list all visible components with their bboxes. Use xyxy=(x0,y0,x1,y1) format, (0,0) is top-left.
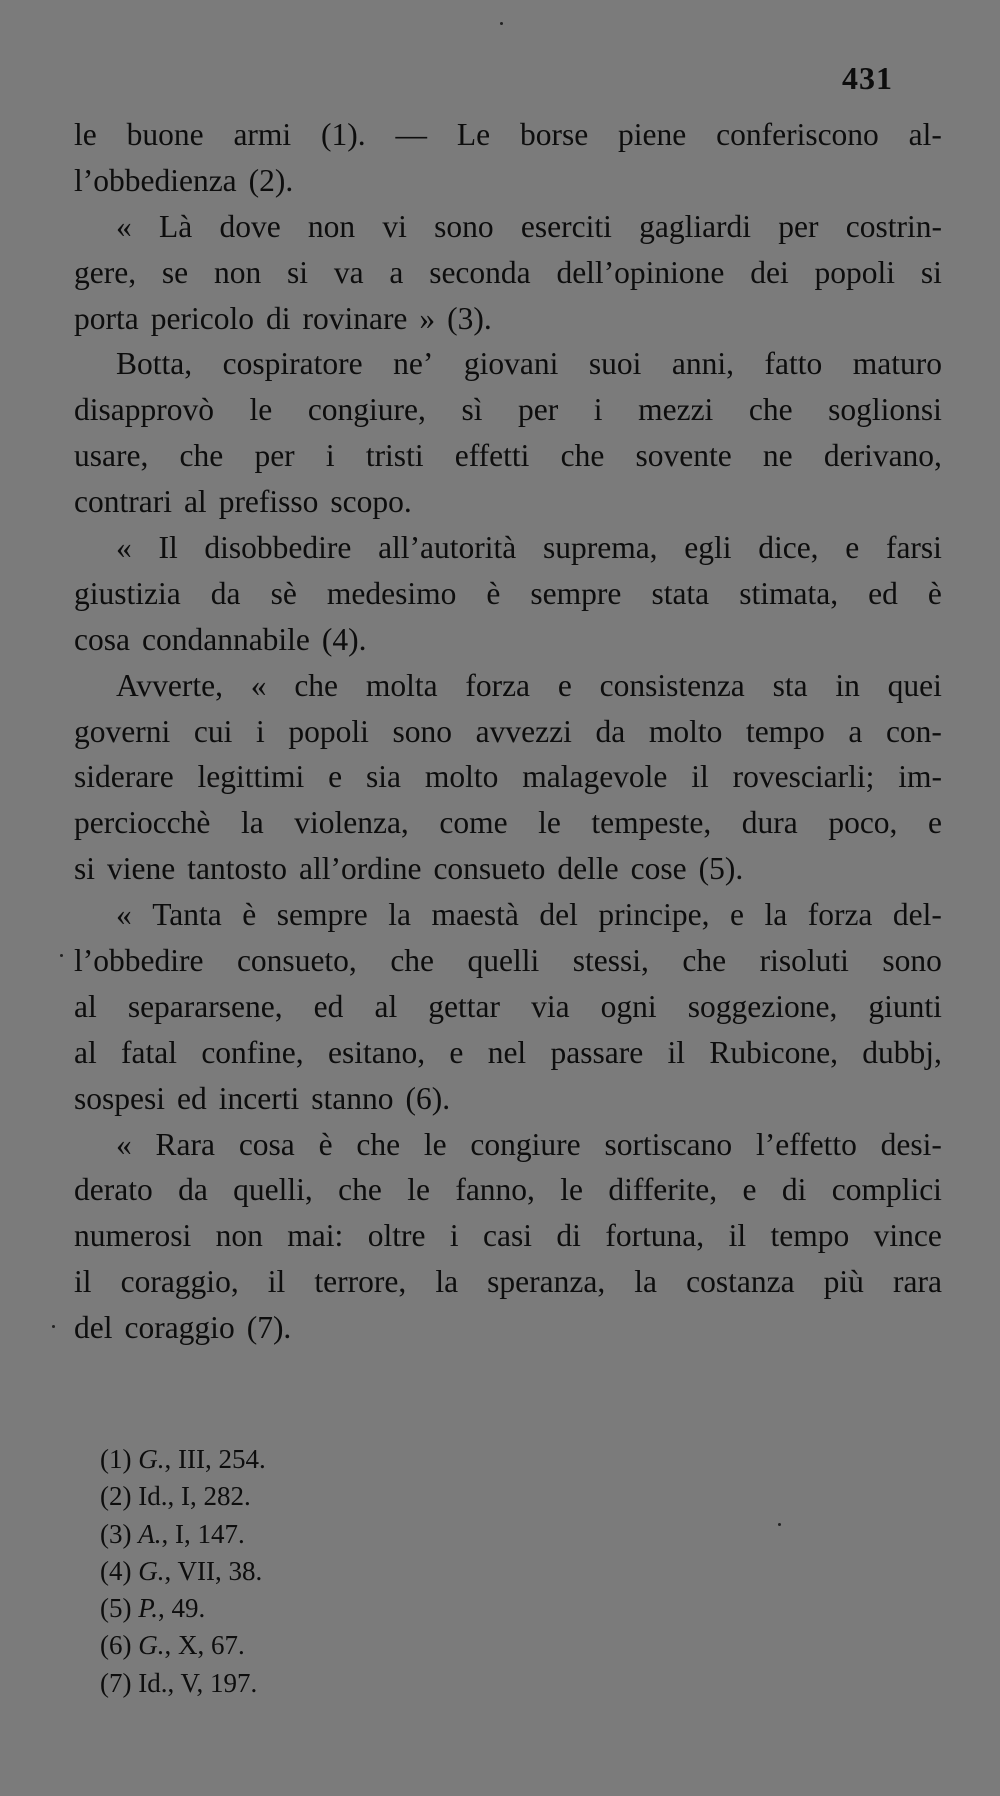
word: va xyxy=(333,254,364,290)
footnote xyxy=(100,1553,266,1590)
word: oltre xyxy=(367,1218,426,1254)
word: da xyxy=(178,1172,208,1208)
word: scopo. xyxy=(330,484,412,520)
word: consueto xyxy=(433,851,546,887)
word: tristi xyxy=(365,438,424,474)
word: congiure xyxy=(470,1126,581,1162)
word: di xyxy=(556,1218,581,1254)
word: mezzi xyxy=(638,392,714,428)
word: molto xyxy=(648,713,723,749)
word: fanno, xyxy=(455,1172,535,1208)
text-line xyxy=(74,433,942,479)
word: « xyxy=(116,897,132,933)
word: tempo xyxy=(770,1218,850,1254)
word: soggezione, xyxy=(687,988,838,1024)
word: pericolo xyxy=(150,300,254,336)
word: suprema, xyxy=(542,530,658,566)
word: le xyxy=(538,805,561,841)
word: violenza, xyxy=(294,805,409,841)
word: fatto xyxy=(764,346,823,382)
word: Là xyxy=(158,208,193,244)
word: Le xyxy=(456,117,491,152)
word: complici xyxy=(831,1172,942,1208)
word: le xyxy=(74,117,97,152)
word: le xyxy=(407,1172,430,1208)
word: l’obbedienza xyxy=(74,162,237,198)
scan-speck xyxy=(500,22,503,25)
word: quelli xyxy=(467,943,540,979)
word: dei xyxy=(750,254,789,290)
word: i xyxy=(449,1218,459,1254)
word: giovani xyxy=(463,346,559,382)
word: maturo xyxy=(852,346,942,382)
word: conferiscono xyxy=(716,117,879,152)
word: i xyxy=(593,392,603,428)
body-text xyxy=(74,112,942,1351)
text-line xyxy=(74,663,942,709)
word: usare, xyxy=(74,438,149,474)
word: del- xyxy=(892,897,942,933)
footnote-number: (4) xyxy=(100,1555,132,1586)
scan-speck xyxy=(52,1325,55,1328)
word: Avverte, xyxy=(116,667,223,703)
word: dura xyxy=(741,805,798,841)
footnote-reference: , III, 254. xyxy=(164,1444,266,1474)
word: all’autorità xyxy=(378,530,517,566)
word: (2). xyxy=(248,162,294,198)
text-line xyxy=(74,112,942,158)
footnote-reference: Id., V, 197. xyxy=(138,1667,258,1698)
word: da xyxy=(210,575,241,611)
word: porta xyxy=(74,300,139,336)
word: speranza, xyxy=(487,1264,606,1300)
word: la xyxy=(764,897,788,933)
word: tempeste, xyxy=(591,805,712,841)
text-line xyxy=(74,341,942,387)
scan-speck xyxy=(60,954,63,957)
footnote-source: A. xyxy=(138,1518,162,1549)
word: del xyxy=(539,897,578,933)
footnote-source: P. xyxy=(138,1593,158,1624)
footnote-number: (7) xyxy=(100,1667,132,1698)
footnote xyxy=(100,1627,266,1664)
word: delle xyxy=(557,851,619,887)
word: che xyxy=(560,438,605,474)
text-line xyxy=(74,525,942,571)
text-line xyxy=(74,938,942,984)
word: come xyxy=(439,805,508,841)
word: all’ordine xyxy=(298,851,422,887)
word: rovinare xyxy=(302,300,408,336)
footnote-source: G. xyxy=(138,1630,165,1661)
word: coraggio xyxy=(124,1310,235,1346)
word: sè xyxy=(270,575,297,611)
word: sempre xyxy=(530,575,622,611)
text-line xyxy=(74,1076,942,1122)
word: e xyxy=(845,530,860,566)
word: vince xyxy=(873,1218,942,1254)
word: al- xyxy=(908,117,942,152)
word: per xyxy=(518,392,559,428)
word: sortiscano xyxy=(604,1126,733,1162)
word: « xyxy=(116,530,132,566)
word: al xyxy=(74,1034,97,1070)
word: medesimo xyxy=(326,575,457,611)
word: Il xyxy=(158,530,178,566)
word: tempo xyxy=(745,713,825,749)
word: anni, xyxy=(671,346,734,382)
text-line xyxy=(74,250,942,296)
word: non xyxy=(213,254,262,290)
word: molta xyxy=(365,667,438,703)
word: terrore, xyxy=(314,1264,407,1300)
footnote xyxy=(100,1478,266,1515)
word: im- xyxy=(898,759,942,795)
word: quei xyxy=(887,667,942,703)
word: « xyxy=(116,1126,132,1162)
word: prefisso xyxy=(218,484,319,520)
word: che xyxy=(356,1126,401,1162)
word: legittimi xyxy=(197,759,305,795)
word: cose xyxy=(630,851,687,887)
word: gagliardi xyxy=(639,208,752,244)
footnotes xyxy=(100,1441,266,1702)
word: ogni xyxy=(600,988,657,1024)
text-line xyxy=(74,846,942,892)
word: governi xyxy=(74,713,171,749)
word: a xyxy=(848,713,863,749)
word: fatal xyxy=(121,1034,178,1070)
word: seconda xyxy=(429,254,531,290)
word: ne’ xyxy=(393,346,434,382)
word: passare xyxy=(550,1034,644,1070)
word: sospesi xyxy=(74,1080,166,1116)
word: siderare xyxy=(74,759,174,795)
word: (6). xyxy=(405,1080,451,1116)
word: viene xyxy=(107,851,176,887)
word: il xyxy=(728,1218,747,1254)
text-line xyxy=(74,984,942,1030)
word: « xyxy=(116,208,132,244)
word: le xyxy=(560,1172,584,1208)
word: malagevole xyxy=(522,759,668,795)
word: a xyxy=(389,254,404,290)
text-line xyxy=(74,800,942,846)
word: quelli, xyxy=(233,1172,313,1208)
text-line xyxy=(74,1030,942,1076)
footnote xyxy=(100,1516,266,1553)
word: (5). xyxy=(698,851,744,887)
word: si xyxy=(74,851,96,887)
word: incerti xyxy=(218,1080,300,1116)
word: è xyxy=(318,1126,333,1162)
word: che xyxy=(748,392,793,428)
scan-speck xyxy=(778,1523,781,1526)
word: cosa xyxy=(74,621,130,657)
word: piene xyxy=(618,117,687,152)
footnote-source: G. xyxy=(138,1555,165,1586)
word: Rubicone, xyxy=(709,1034,838,1070)
word: eserciti xyxy=(520,208,612,244)
word: sia xyxy=(366,759,401,795)
word: vi xyxy=(382,208,407,244)
word: il xyxy=(667,1034,686,1070)
word: sì xyxy=(461,392,483,428)
word: è xyxy=(242,897,257,933)
word: consistenza xyxy=(599,667,745,703)
word: sono xyxy=(434,208,494,244)
word: popoli xyxy=(814,254,896,290)
word: la xyxy=(240,805,264,841)
word: si xyxy=(920,254,942,290)
word: stanno xyxy=(311,1080,394,1116)
footnote-number: (1) xyxy=(100,1444,132,1474)
text-line xyxy=(74,1213,942,1259)
word: disapprovò xyxy=(74,392,214,428)
word: derivano, xyxy=(823,438,942,474)
word: soglionsi xyxy=(828,392,942,428)
word: in xyxy=(835,667,860,703)
word: Rara xyxy=(155,1126,216,1162)
word: confine, xyxy=(201,1034,304,1070)
word: per xyxy=(778,208,819,244)
word: sempre xyxy=(276,897,368,933)
word: buone xyxy=(126,117,204,152)
word: principe, xyxy=(598,897,710,933)
text-line xyxy=(74,1167,942,1213)
word: con- xyxy=(885,713,942,749)
footnote-reference: , 49. xyxy=(158,1593,206,1624)
word: « xyxy=(250,667,267,703)
text-line xyxy=(74,296,942,342)
word: via xyxy=(531,988,570,1024)
word: stata xyxy=(651,575,710,611)
word: dell’opinione xyxy=(556,254,725,290)
word: al xyxy=(74,988,97,1024)
word: armi xyxy=(233,117,292,152)
word: costanza xyxy=(686,1264,795,1300)
word: le xyxy=(423,1126,447,1162)
page-number: 431 xyxy=(842,60,893,96)
word: stimata, xyxy=(739,575,839,611)
word: per xyxy=(254,438,295,474)
word: al xyxy=(183,484,207,520)
word: derato xyxy=(74,1172,153,1208)
word: il xyxy=(74,1264,92,1300)
word: da xyxy=(595,713,626,749)
footnote-number: (3) xyxy=(100,1518,132,1549)
word: coraggio, xyxy=(120,1264,239,1300)
word: sovente xyxy=(635,438,732,474)
word: la xyxy=(435,1264,459,1300)
word: forza xyxy=(807,897,873,933)
word: che xyxy=(294,667,339,703)
word: consueto, xyxy=(236,943,357,979)
text-line xyxy=(74,158,942,204)
word: e xyxy=(557,667,572,703)
word: sono xyxy=(882,943,942,979)
word: cosa xyxy=(238,1126,295,1162)
word: ne xyxy=(762,438,793,474)
word: (1). xyxy=(321,117,366,152)
word: le xyxy=(249,392,273,428)
word: desi- xyxy=(880,1126,942,1162)
footnote-reference: , X, 67. xyxy=(164,1630,245,1661)
word: è xyxy=(927,575,942,611)
word: molto xyxy=(424,759,499,795)
word: gettar xyxy=(428,988,501,1024)
word: al xyxy=(374,988,398,1024)
word: sono xyxy=(392,713,453,749)
footnote-number: (5) xyxy=(100,1593,132,1624)
word: stessi, xyxy=(572,943,649,979)
word: » xyxy=(419,300,436,336)
word: più xyxy=(823,1264,864,1300)
word: forza xyxy=(465,667,531,703)
footnote xyxy=(100,1665,266,1702)
word: dubbj, xyxy=(862,1034,942,1070)
text-line xyxy=(74,571,942,617)
text-line xyxy=(74,479,942,525)
word: borse xyxy=(519,117,589,152)
footnote-reference: Id., I, 282. xyxy=(138,1481,251,1512)
word: risoluti xyxy=(759,943,849,979)
word: farsi xyxy=(885,530,942,566)
word: maestà xyxy=(431,897,519,933)
word: e xyxy=(328,759,343,795)
footnote-number: (2) xyxy=(100,1481,132,1512)
word: disobbedire xyxy=(204,530,352,566)
footnote-reference: , I, 147. xyxy=(161,1518,245,1549)
word: contrari xyxy=(74,484,172,520)
word: e xyxy=(449,1034,464,1070)
word: perciocchè xyxy=(74,805,211,841)
word: la xyxy=(634,1264,658,1300)
word: suoi xyxy=(588,346,642,382)
word: condannabile xyxy=(141,621,310,657)
word: e xyxy=(730,897,744,933)
footnote xyxy=(100,1441,266,1478)
word: la xyxy=(388,897,411,933)
word: e xyxy=(742,1172,757,1208)
text-line xyxy=(74,709,942,755)
word: dove xyxy=(219,208,281,244)
word: cui xyxy=(193,713,233,749)
word: rara xyxy=(893,1264,942,1300)
word: i xyxy=(255,713,265,749)
word: che xyxy=(179,438,224,474)
footnote xyxy=(100,1590,266,1627)
word: gere, xyxy=(74,254,137,290)
word: avvezzi xyxy=(475,713,572,749)
text-line xyxy=(74,1122,942,1168)
word: il xyxy=(691,759,709,795)
word: congiure, xyxy=(307,392,426,428)
footnote-number: (6) xyxy=(100,1630,132,1661)
footnote-source: G. xyxy=(138,1444,165,1474)
word: non xyxy=(215,1218,263,1254)
text-line xyxy=(74,387,942,433)
word: rovesciarli; xyxy=(732,759,875,795)
word: ed xyxy=(313,988,344,1024)
word: effetti xyxy=(454,438,530,474)
word: di xyxy=(781,1172,807,1208)
word: giustizia xyxy=(74,575,181,611)
word: popoli xyxy=(288,713,369,749)
text-line xyxy=(74,754,942,800)
word: Botta, xyxy=(116,346,193,382)
word: (4). xyxy=(321,621,367,657)
word: l’effetto xyxy=(755,1126,857,1162)
word: costrin- xyxy=(845,208,942,244)
word: separarsene, xyxy=(127,988,283,1024)
word: del xyxy=(74,1310,113,1346)
word: casi xyxy=(483,1218,532,1254)
word: tantosto xyxy=(187,851,287,887)
word: differite, xyxy=(608,1172,718,1208)
word: è xyxy=(486,575,501,611)
word: fortuna, xyxy=(605,1218,705,1254)
word: ed xyxy=(868,575,898,611)
word: di xyxy=(265,300,291,336)
word: sta xyxy=(772,667,808,703)
word: egli xyxy=(684,530,732,566)
word: (3). xyxy=(447,300,492,336)
text-line xyxy=(74,617,942,663)
text-line xyxy=(74,892,942,938)
word: nel xyxy=(487,1034,527,1070)
word: si xyxy=(287,254,309,290)
word: poco, xyxy=(828,805,898,841)
word: giunti xyxy=(868,988,942,1024)
word: e xyxy=(927,805,942,841)
word: — xyxy=(395,117,427,152)
word: il xyxy=(267,1264,286,1300)
word: i xyxy=(325,438,335,474)
word: non xyxy=(307,208,356,244)
text-line xyxy=(74,204,942,250)
word: che xyxy=(338,1172,382,1208)
word: mai: xyxy=(287,1218,344,1254)
word: Tanta xyxy=(152,897,222,933)
word: se xyxy=(161,254,189,290)
word: cospiratore xyxy=(222,346,363,382)
word: (7). xyxy=(246,1310,292,1346)
word: dice, xyxy=(758,530,819,566)
word: che xyxy=(390,943,435,979)
text-line xyxy=(74,1305,942,1351)
word: numerosi xyxy=(74,1218,192,1254)
word: esitano, xyxy=(327,1034,426,1070)
word: l’obbedire xyxy=(74,943,204,979)
footnote-reference: , VII, 38. xyxy=(164,1555,263,1586)
text-line xyxy=(74,1259,942,1305)
word: ed xyxy=(177,1080,207,1116)
word: che xyxy=(682,943,727,979)
